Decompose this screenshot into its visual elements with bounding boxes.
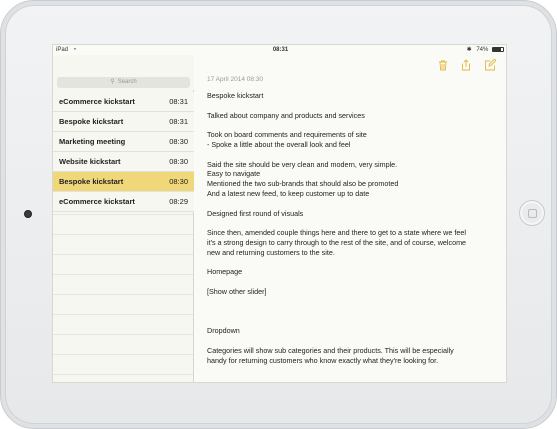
note-line: [Show other slider] — [207, 286, 267, 296]
note-line: - Spoke a little about the overall look and feel — [207, 139, 351, 149]
search-input[interactable] — [57, 77, 190, 88]
note-list-item-selected[interactable] — [53, 172, 194, 192]
home-button-icon — [528, 209, 537, 218]
note-line: Categories will show sub categories and their products. This will be especially — [207, 345, 454, 355]
note-title: eCommerce kickstart — [59, 97, 135, 106]
note-line: handy for returning customers who know exactly what they're looking for. — [207, 355, 439, 365]
note-line — [207, 218, 499, 228]
note-time: 08:31 — [169, 117, 188, 126]
note-line — [207, 297, 499, 307]
bluetooth-icon: ✱ — [466, 47, 472, 53]
note-line: Bespoke kickstart — [207, 91, 264, 100]
note-list-item[interactable] — [53, 112, 194, 132]
compose-icon[interactable] — [484, 59, 496, 71]
notes-list — [53, 92, 194, 212]
note-time: 08:29 — [169, 197, 188, 206]
note-list-item[interactable] — [53, 132, 194, 152]
note-line — [207, 150, 499, 160]
note-title: Marketing meeting — [59, 137, 126, 146]
note-title: Bespoke kickstart — [59, 177, 124, 186]
trash-icon[interactable] — [437, 59, 449, 71]
status-right — [467, 45, 504, 55]
note-list-item[interactable] — [53, 92, 194, 112]
note-line: Said the site should be very clean and modern, very simple. — [207, 159, 398, 169]
note-line — [207, 101, 499, 111]
note-line: Designed first round of visuals — [207, 208, 304, 218]
note-list-item[interactable] — [53, 192, 194, 212]
note-line: Since then, amended couple things here and there to get to a state where we feel — [207, 228, 466, 238]
home-button[interactable] — [519, 200, 545, 226]
note-line: Talked about company and products and services — [207, 110, 365, 120]
wifi-icon: ◔ — [72, 47, 77, 53]
note-content — [194, 55, 507, 383]
note-list-item[interactable] — [53, 152, 194, 172]
note-time: 08:30 — [169, 157, 188, 166]
note-line: Took on board comments and requirements of site — [207, 130, 367, 140]
note-line: Easy to navigate — [207, 169, 261, 179]
note-line — [207, 277, 499, 287]
note-line — [207, 307, 499, 317]
note-body[interactable] — [207, 91, 499, 365]
note-line: Homepage — [207, 267, 243, 277]
note-line — [207, 336, 499, 346]
status-bar — [53, 45, 507, 55]
note-line: Mentioned the two sub-brands that should also be promoted — [207, 179, 399, 189]
search-area — [53, 55, 194, 90]
note-time: 08:30 — [169, 177, 188, 186]
note-time: 08:30 — [169, 137, 188, 146]
note-line — [207, 199, 499, 209]
note-line — [207, 120, 499, 130]
battery-percent: 74% — [476, 47, 489, 53]
search-icon: ⚲ — [110, 79, 115, 85]
note-time: 08:31 — [169, 97, 188, 106]
screen — [52, 44, 507, 383]
battery-icon — [492, 47, 504, 52]
note-line: it's a strong design to carry through to the rest of the site, and of course, welcome — [207, 237, 467, 247]
note-line — [207, 258, 499, 268]
device-label: iPad — [56, 47, 69, 53]
note-line: And a latest new feed, to keep customer up to date — [207, 188, 370, 198]
share-icon[interactable] — [460, 59, 472, 71]
camera — [24, 210, 32, 218]
note-line: new and returning customers to the site. — [207, 247, 335, 257]
status-time: 08:31 — [272, 47, 289, 53]
note-line — [207, 316, 499, 326]
note-title: Website kickstart — [59, 157, 121, 166]
note-line: Dropdown — [207, 326, 240, 336]
note-date: 17 April 2014 08:30 — [207, 76, 264, 83]
note-title: Bespoke kickstart — [59, 117, 124, 126]
note-title: eCommerce kickstart — [59, 197, 135, 206]
search-placeholder: Search — [117, 79, 137, 85]
notes-sidebar — [53, 55, 194, 383]
